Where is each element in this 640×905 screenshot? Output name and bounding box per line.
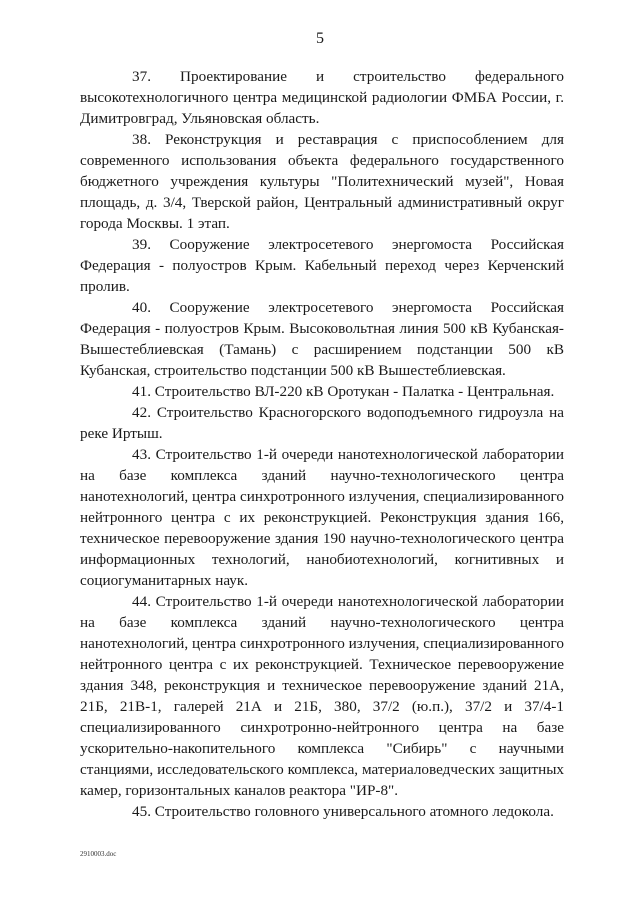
list-item-45: 45. Строительство головного универсального атомного ледокола. (132, 803, 554, 820)
list-item-43: 43. Строительство 1-й очереди нанотехнологической лаборатории на базе комплекса зданий научно-технологического центра нанотехнологий, центра синхротронного излучения, специализированного нейтронного центра с их реконструкцией. Реконструкция здания 166, техническое перевооружение здания 190 научно-технологического центра информационных технологий, нанобиотехнологий, когнитивных и социогуманитарных наук. (80, 446, 564, 589)
list-item-41: 41. Строительство ВЛ-220 кВ Оротукан - Палатка - Центральная. (132, 383, 555, 400)
list-item-38: 38. Реконструкция и реставрация с приспособлением для современного использования объекта федерального государственного бюджетного учреждения культуры "Политехнический музей", Новая площадь, д. 3/4, Тверской район, Центральный административный округ города Москвы. 1 этап. (80, 131, 564, 232)
page-number: 5 (316, 30, 324, 47)
footer-filename: 2910003.doc (80, 850, 117, 858)
list-item-42: 42. Строительство Красногорского водоподъемного гидроузла на реке Иртыш. (80, 404, 564, 442)
list-item-37: 37. Проектирование и строительство федерального высокотехнологичного центра медицинской радиологии ФМБА России, г. Димитровград, Ульяновская область. (80, 68, 564, 127)
list-item-40: 40. Сооружение электросетевого энергомоста Российская Федерация - полуостров Крым. Высоковольтная линия 500 кВ Кубанская-Вышестеблиевская (Тамань) с расширением подстанции 500 кВ Кубанская, строительство подстанции 500 кВ Вышестеблиевская. (80, 299, 564, 379)
list-item-39: 39. Сооружение электросетевого энергомоста Российская Федерация - полуостров Крым. Кабельный переход через Керченский пролив. (80, 236, 564, 295)
list-item-44: 44. Строительство 1-й очереди нанотехнологической лаборатории на базе комплекса зданий научно-технологического центра нанотехнологий, центра синхротронного излучения, специализированного нейтронного центра с их реконструкцией. Техническое перевооружение здания 348, реконструкция и техническое перевооружение зданий 21А, 21Б, 21В-1, галерей 21А и 21Б, 380, 37/2 (ю.п.), 37/2 и 37/4-1 специализированного синхротронно-нейтронного центра на базе ускорительно-накопительного комплекса "Сибирь" с научными станциями, исследовательского комплекса, материаловедческих защитных камер, горизонтальных каналов реактора "ИР-8". (80, 593, 564, 799)
document-body (80, 66, 564, 822)
